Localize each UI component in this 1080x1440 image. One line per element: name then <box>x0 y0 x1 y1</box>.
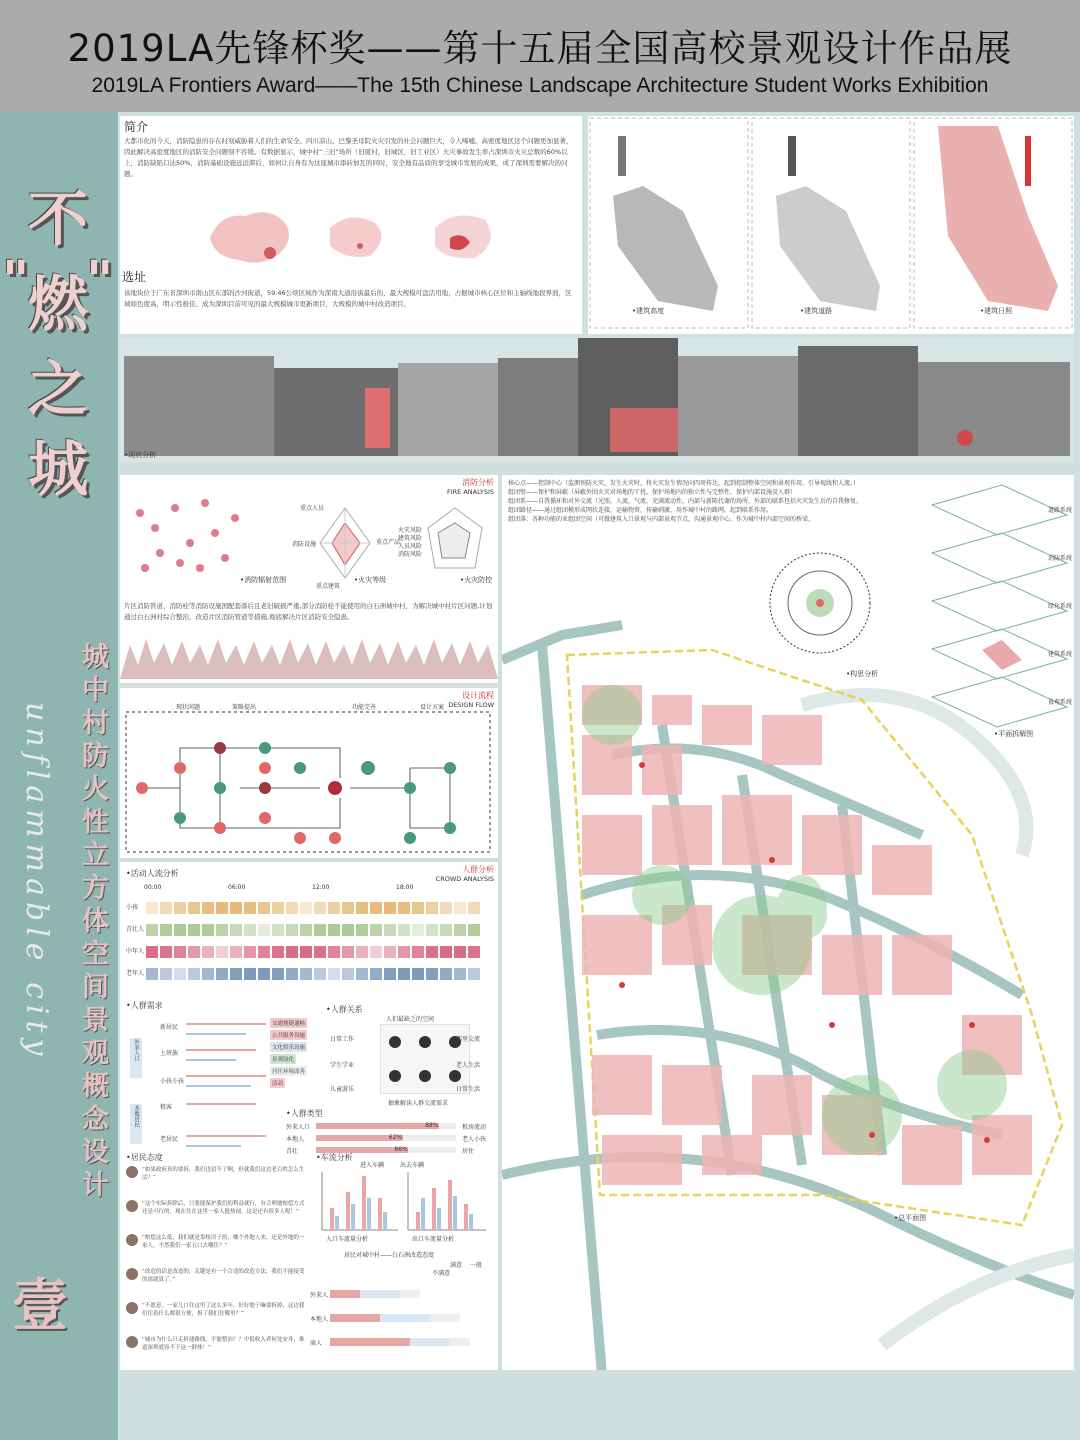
time-3: 18:00 <box>396 884 414 891</box>
sat-row-3: 商人 <box>310 1340 323 1347</box>
demand-tag-3: 文化娱乐设施 <box>270 1042 307 1052</box>
flow-cell <box>370 946 382 958</box>
time-0: 00:00 <box>144 884 162 891</box>
avatar <box>126 1268 138 1280</box>
fire-tag-en: FIRE ANALYSIS <box>447 488 494 496</box>
photo-strip <box>120 338 1074 462</box>
legend-2: 建筑风险 <box>398 535 423 542</box>
flow-cell <box>412 924 424 936</box>
flow-cell <box>202 946 214 958</box>
flow-cell <box>328 968 340 980</box>
flow-cell <box>216 946 228 958</box>
relation-heading: •人群关系 <box>326 1005 363 1014</box>
flow-cell <box>426 924 438 936</box>
concept-line: 组团壁——保护和屏蔽（屏蔽外围火灾对场地的干扰，保护场地内的独立性与完整性，保护内部设施及人群） <box>508 489 797 496</box>
photo-fire-highlight <box>610 408 680 452</box>
flow-cell <box>286 924 298 936</box>
flow-cell <box>146 946 158 958</box>
type-side: 租房流动 <box>462 1124 487 1131</box>
flow-cell <box>398 968 410 980</box>
caption-fire-control: •火灾防控 <box>460 576 493 584</box>
fire-control-radar <box>428 508 482 568</box>
traffic-legend-1: 进入车辆 <box>360 1162 385 1169</box>
type-name: 青壮 <box>286 1148 299 1155</box>
photo-ladder-highlight <box>365 388 390 448</box>
sidebar <box>0 112 118 1440</box>
title-char-4: 城 <box>28 435 88 505</box>
intro-heading: 简介 <box>124 120 149 134</box>
relation-label-6: 日常生活 <box>456 1086 481 1093</box>
flow-nodes <box>136 742 456 844</box>
flow-cell <box>258 902 270 914</box>
flow-cell <box>412 968 424 980</box>
flow-cell <box>300 968 312 980</box>
flow-cell <box>230 968 242 980</box>
caption-concept: •构思分析 <box>846 670 879 678</box>
flow-cell <box>146 902 158 914</box>
photo-3 <box>398 363 498 456</box>
concept-wheel <box>770 553 870 653</box>
avatar <box>126 1200 138 1212</box>
flow-cell <box>412 946 424 958</box>
crowd-analysis-panel <box>120 862 498 1370</box>
layer-label-3: 绿化系统 <box>1048 603 1073 610</box>
flow-cell <box>216 924 228 936</box>
flow-cell <box>174 946 186 958</box>
radar-label-4: 消防设施 <box>292 541 317 548</box>
demand-tag-5: 居住环境改善 <box>270 1066 307 1076</box>
flow-cell <box>230 924 242 936</box>
flow-row-label: 青壮人 <box>126 926 145 933</box>
flow-cell <box>314 946 326 958</box>
legend-1: 火灾风险 <box>398 527 423 534</box>
crowd-tag-en: CROWD ANALYSIS <box>435 875 494 883</box>
fire-text: 片区消防管道、消防栓等消防设施国配套落后且老旧破损严重,部分消防栓不能使用的白石洲城中村，为解决城中村片区问题,计划通过白石洲村综合整治，改造片区消防管道等措施,彻底解决片区消防安全隐患。 <box>124 602 493 621</box>
china-highlight <box>264 247 276 259</box>
crowd-tag-cn: 人群分析 <box>462 865 494 874</box>
flow-cell <box>398 902 410 914</box>
sat-legend-3: 不满意 <box>432 1270 451 1277</box>
flow-cell <box>300 946 312 958</box>
title-en: 2019LA Frontiers Award——The 15th Chinese Landscape Architecture Student Works Exhibition <box>91 74 989 97</box>
analysis-maps-panel <box>588 116 1074 334</box>
fire-level-radar <box>320 508 370 578</box>
flow-top-1: 现状问题 <box>176 704 201 711</box>
type-side: 老人小孩 <box>462 1136 487 1143</box>
flow-cell <box>300 902 312 914</box>
demand-tag-4: 景观绿化 <box>270 1054 296 1064</box>
flow-cell <box>468 968 480 980</box>
resident-quote: “这个实际拆除后，只要能保护我们的利益就行，有合理地赔偿方式还是可行的，现在住在这里一家人挺热闹，这是还有很多人呢！” <box>142 1201 305 1215</box>
relation-label-3: 儿童游乐 <box>330 1086 355 1093</box>
flow-cell <box>468 902 480 914</box>
relation-label-5: 老人生活 <box>456 1062 481 1069</box>
caption-layers: •平面拆解图 <box>994 730 1034 738</box>
avatar <box>126 1234 138 1246</box>
flow-cell <box>258 968 270 980</box>
flow-diagram-svg <box>120 708 498 858</box>
flow-cell <box>244 968 256 980</box>
fire-tag-cn: 消防分析 <box>462 478 494 487</box>
flow-cell <box>160 902 172 914</box>
type-bar <box>316 1123 439 1129</box>
layered-plans <box>932 485 1067 727</box>
flow-cell <box>342 968 354 980</box>
resident-quote: “不愿意，一家几口住这里了这么多年，好好地干嘛要拆掉，这边我们住着什么都很方便，拆了我们住哪里？” <box>142 1303 305 1317</box>
header-banner <box>0 0 1080 112</box>
relation-label-1: 日常工作 <box>330 1036 355 1043</box>
flow-tag-en: DESIGN FLOW <box>448 701 494 709</box>
flow-cell <box>342 946 354 958</box>
flow-cell <box>314 924 326 936</box>
relation-center: 人们最缺乏的空间 <box>386 1016 435 1023</box>
flow-cell <box>356 946 368 958</box>
flow-cell <box>188 968 200 980</box>
demand-mid-5: 老居民 <box>160 1136 179 1143</box>
analysis-maps-svg <box>588 116 1074 334</box>
sat-legend-1: 满意 <box>450 1262 463 1269</box>
caption-current-analysis: •现状分析 <box>124 451 157 459</box>
caption-fire-level: •火灾等级 <box>354 576 387 584</box>
intro-text: 大都市化的今天，消防隐患的存在时刻威胁着人们的生命安全。四川凉山、巴黎圣母院火灾引发的社会问题巨大，令人唏嘘。高密度地区这个问题更加显著，因此解决高密度地区的消防安全问题刻不容缓。有数据显示，城中村“三旧”场所（旧厦村，旧城区，旧工业区）火灾事故发生率占深圳市火灾总数的60%以上，消防缺陷口达50%，消防基础设施远远滞后，如何让自身有为这座城市添砖加瓦的同时，安全地有品质的享受城市发展的成果，成了深圳需要解决的问题。 <box>124 137 573 178</box>
flow-cell <box>272 946 284 958</box>
site-panel <box>120 268 582 334</box>
flow-cell <box>244 902 256 914</box>
type-name: 本地人 <box>286 1136 305 1143</box>
quote-close: " <box>86 250 114 311</box>
time-1: 06:00 <box>228 884 246 891</box>
flow-cell <box>286 902 298 914</box>
caption-building-sunlight: •建筑日照 <box>980 307 1013 315</box>
traffic-legend-2: 出去车辆 <box>400 1162 425 1169</box>
flow-cell <box>160 946 172 958</box>
type-heading: •人群类型 <box>286 1109 323 1118</box>
flow-cell <box>188 902 200 914</box>
photo-6 <box>678 356 798 456</box>
traffic-heading: •车流分析 <box>316 1153 353 1162</box>
flow-cell <box>384 968 396 980</box>
flow-cell <box>342 902 354 914</box>
flow-cell <box>356 902 368 914</box>
flow-cell <box>272 902 284 914</box>
time-2: 12:00 <box>312 884 330 891</box>
caption-building-height: •建筑高度 <box>632 307 665 315</box>
flow-cell <box>384 946 396 958</box>
photo-strip-svg <box>120 338 1074 462</box>
legend-3: 人员风险 <box>398 543 423 550</box>
resident-quote: “赔偿这么低，我们就是靠租房子的，哪个外地人来，还是外地的一家人，不然我们一家五口去哪住？” <box>142 1235 305 1249</box>
site-heading: 选址 <box>122 270 147 284</box>
flow-cell <box>146 968 158 980</box>
flow-cell <box>286 968 298 980</box>
english-vertical-title: unflammable city <box>19 702 54 1062</box>
flow-cell <box>426 902 438 914</box>
fire-radius-map <box>136 499 239 572</box>
road-legend-bar <box>788 136 796 176</box>
flow-cell <box>426 968 438 980</box>
flow-cell <box>188 924 200 936</box>
type-value: 62% <box>388 1134 403 1141</box>
sunlight-map <box>938 126 1058 311</box>
flow-cell <box>468 946 480 958</box>
demand-mid-1: 新居民 <box>160 1024 179 1031</box>
relation-label-4: 邻里交流 <box>456 1036 481 1043</box>
china-map-shape <box>210 212 289 262</box>
design-flow-panel <box>120 688 498 858</box>
layer-label-5: 景观系统 <box>1048 699 1073 706</box>
flow-cell <box>244 924 256 936</box>
photo-7 <box>798 346 918 456</box>
flow-cell <box>342 924 354 936</box>
radar-label-2: 重点产品 <box>376 539 401 546</box>
photo-person-highlight <box>957 430 973 446</box>
sat-row-2: 本地人 <box>310 1316 329 1323</box>
flame-illustration <box>120 635 498 679</box>
flow-cell <box>174 924 186 936</box>
guangdong-map-shape <box>330 218 381 257</box>
flow-cell <box>412 902 424 914</box>
legend-4: 消防风险 <box>398 551 423 558</box>
flow-cell <box>440 968 452 980</box>
master-plan-svg <box>502 475 1074 1370</box>
attitude-heading: •居民态度 <box>126 1153 163 1162</box>
flow-cell <box>440 946 452 958</box>
vertical-subtitle: 城中村防火性立方体空间景观概念设计 <box>77 642 108 1203</box>
quote-open: " <box>2 250 30 311</box>
title-cn: 2019LA先锋杯奖——第十五届全国高校景观设计作品展 <box>67 27 1013 70</box>
flow-cell <box>202 902 214 914</box>
flow-cell <box>370 902 382 914</box>
building-height-map <box>613 186 718 311</box>
flow-cell <box>300 924 312 936</box>
flow-cell <box>160 968 172 980</box>
flow-cell <box>370 968 382 980</box>
traffic-chart2-label: 出口车流量分析 <box>412 1236 455 1243</box>
flow-cell <box>258 924 270 936</box>
height-legend-bar <box>618 136 626 176</box>
flow-cell <box>244 946 256 958</box>
traffic-chart1-label: 入口车流量分析 <box>326 1236 369 1243</box>
layer-label-1: 道路系统 <box>1048 507 1073 514</box>
relation-note: 抽象解读人群交流需求 <box>388 1100 449 1107</box>
photo-1 <box>124 356 274 456</box>
flow-cell <box>440 902 452 914</box>
demand-tag-6: 活动 <box>270 1078 285 1088</box>
resident-quote: “城市为什么只走拆建路线，不能整治？？中低收入者何处安身，难道深圳就容不下这一群体！” <box>142 1337 305 1351</box>
flow-row-label: 老年人 <box>126 970 145 977</box>
flow-cell <box>370 924 382 936</box>
title-char-1: 不 <box>28 185 88 255</box>
flow-cell <box>174 968 186 980</box>
concept-line: 核心点——控制中心（监测预防火灾，发生火灾时，将火灾发生情况向四周传达，起到控制整体空间和景观作用，引导视线和人流。） <box>508 480 860 487</box>
flow-cell <box>328 902 340 914</box>
demand-heading: •人群需求 <box>126 1001 163 1010</box>
flow-cell <box>468 924 480 936</box>
flow-cell <box>202 968 214 980</box>
flow-cell <box>188 946 200 958</box>
satisfaction-bars <box>330 1280 490 1360</box>
flow-heading: •活动人流分析 <box>126 869 179 878</box>
flow-cell <box>216 968 228 980</box>
flow-cell <box>356 924 368 936</box>
traffic-charts <box>316 1168 496 1238</box>
demand-tag-1: 交通便捷通畅 <box>270 1018 307 1028</box>
flow-cell <box>174 902 186 914</box>
type-side: 居住 <box>462 1148 475 1155</box>
photo-8 <box>918 362 1070 456</box>
master-plan-panel <box>502 475 1074 1370</box>
flow-cell <box>314 902 326 914</box>
flow-cell <box>454 902 466 914</box>
quotes-list <box>126 1166 306 1366</box>
satisfaction-title: 居民对城中村——白石洲改造态度 <box>344 1252 435 1259</box>
fire-analysis-panel <box>120 475 498 683</box>
flow-cell <box>328 946 340 958</box>
type-value: 88% <box>425 1122 439 1129</box>
flow-cell <box>258 946 270 958</box>
flow-cell <box>454 924 466 936</box>
photo-4 <box>498 358 578 456</box>
flow-cell <box>384 924 396 936</box>
concept-line: 组团落：各种功能的亚组团空间（可做建筑入口景观与内部景观节点，沟通景观中心，作为城中村内部空间的桥梁。 <box>508 516 815 523</box>
relation-label-2: 学生学业 <box>330 1062 355 1069</box>
flow-cell <box>356 968 368 980</box>
flow-cell <box>314 968 326 980</box>
demand-lines-svg <box>186 1020 276 1160</box>
flow-cell <box>216 902 228 914</box>
flow-cell <box>286 946 298 958</box>
building-road-map <box>776 186 880 311</box>
flow-top-4: 设计方案 <box>420 704 445 711</box>
type-name: 外来人口 <box>286 1124 311 1131</box>
demand-tag-2: 公共服务设施 <box>270 1030 307 1040</box>
type-value: 66% <box>394 1146 408 1153</box>
resident-quote: “改造的话是改造的，关键是有一个合适的改造方法，我们不能接受的那就算了。” <box>142 1269 305 1283</box>
caption-building-road: •建筑道路 <box>800 307 833 315</box>
title-char-2: 燃 <box>28 270 88 340</box>
flow-cell <box>328 924 340 936</box>
flow-cell <box>454 968 466 980</box>
sat-legend-2: 一般 <box>470 1262 483 1269</box>
avatar <box>126 1302 138 1314</box>
location-maps <box>200 198 580 278</box>
avatar <box>126 1336 138 1348</box>
flow-cell <box>160 924 172 936</box>
flow-tag-cn: 设计流程 <box>462 691 494 700</box>
flow-cell <box>230 946 242 958</box>
flow-cell <box>272 924 284 936</box>
resident-quote: “如果政府真的要拆，我们也留不了啊，但就我们这边老百姓怎么生活？” <box>142 1167 305 1181</box>
demand-left-2: 本地居民 <box>130 1104 142 1144</box>
flow-cell <box>398 946 410 958</box>
layer-label-2: 消防系统 <box>1048 555 1073 562</box>
flow-cell <box>272 968 284 980</box>
flow-cell <box>454 946 466 958</box>
flow-cell <box>146 924 158 936</box>
avatar <box>126 1166 138 1178</box>
demand-mid-4: 租客 <box>160 1104 173 1111</box>
flow-top-3: 功能完善 <box>352 704 377 711</box>
site-text: 该地块位于广东省深圳市南山区东部的沙河街道，59.46公顷区域作为深南大道沿街最后的，最大规模可盘活用地，占据城市核心区位和主轴线地段界面，区域如色度高，明示性极佳。成为深圳目前可见的最大规模城市更新项目，大规模的城中村改造项目。 <box>124 289 572 308</box>
sat-row-1: 外来人 <box>310 1292 329 1299</box>
guangdong-highlight <box>357 243 363 249</box>
concept-line: 组团系——自我循环和对外交流（光照，人流，气流，充满流动性，内部与新陈代谢的场所，外部的联系包括火灾发生后的自我修复。 <box>508 498 863 505</box>
caption-plan: •总平面图 <box>894 1214 927 1222</box>
radar-label-3: 重点建筑 <box>316 583 341 590</box>
radar-label-1: 重点人员 <box>300 505 325 512</box>
flow-cell <box>426 946 438 958</box>
flow-row-label: 中年人 <box>126 948 145 955</box>
demand-mid-2: 上班族 <box>160 1050 179 1057</box>
flow-row-label: 小孩 <box>126 904 139 911</box>
sunlight-legend-bar <box>1025 136 1031 186</box>
board-number: 壹 <box>12 1273 68 1339</box>
flow-top-2: 策略提出 <box>232 704 257 711</box>
caption-fire-radius: •消防辐射范围 <box>240 576 287 584</box>
title-char-3: 之 <box>28 355 88 425</box>
flow-cell <box>202 924 214 936</box>
flow-cell <box>440 924 452 936</box>
flow-cell <box>230 902 242 914</box>
demand-left-1: 外来人口 <box>130 1038 142 1078</box>
concept-line: 组团路径——通过组团模形成网状连接，运输物资，传输刺激，用作城中村的路网，起到联系作用。 <box>508 507 773 514</box>
flow-cell <box>384 902 396 914</box>
flow-cell <box>398 924 410 936</box>
layer-label-4: 建筑系统 <box>1048 651 1073 658</box>
flow-heatmap <box>120 902 498 992</box>
demand-mid-3: 小孩小孩 <box>160 1078 185 1085</box>
